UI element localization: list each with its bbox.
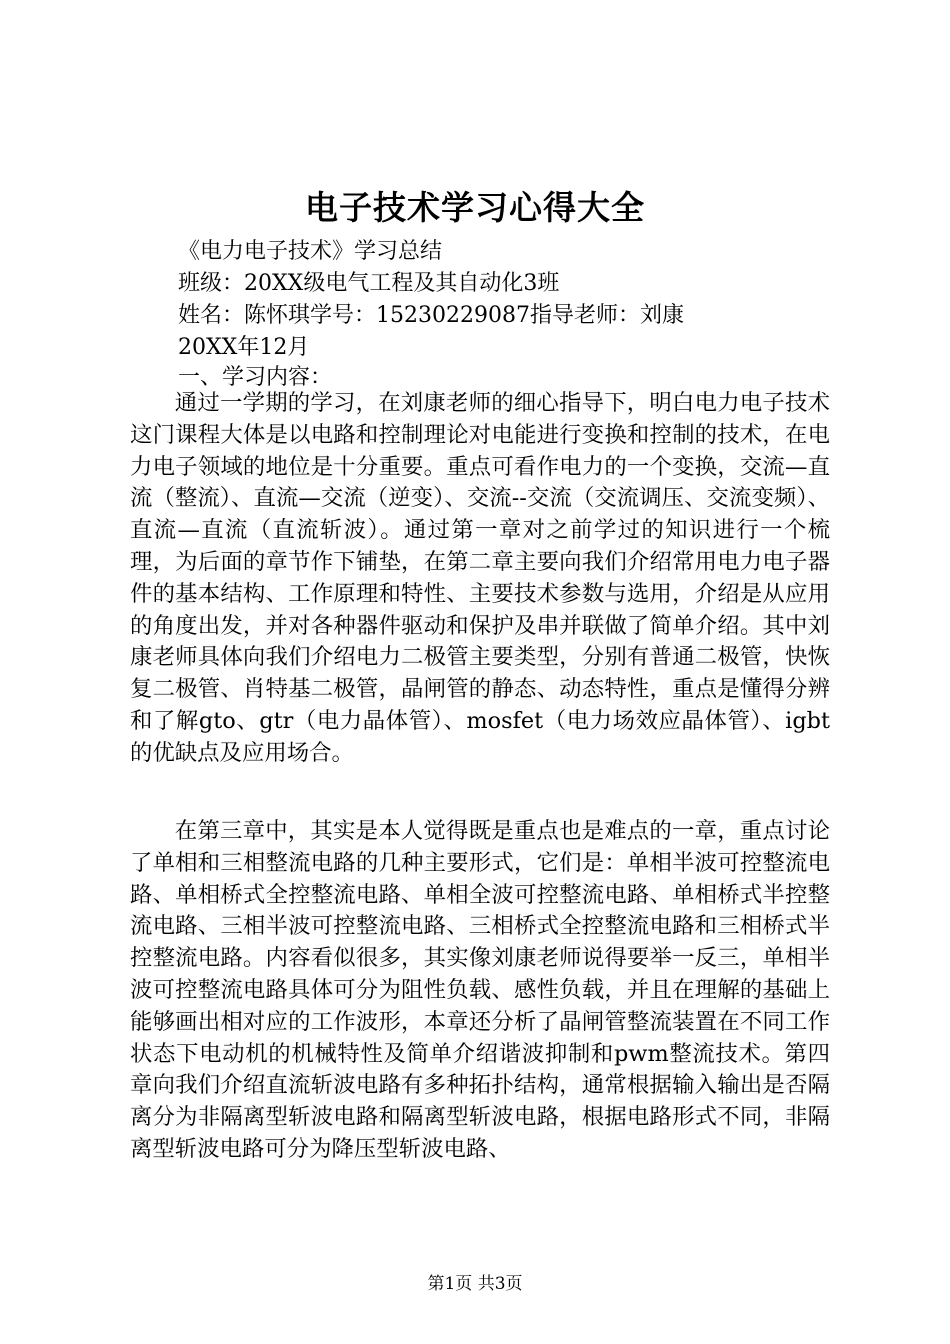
paragraph-text: 通过一学期的学习，在刘康老师的细心指导下，明白电力电子技术这门课程大体是以电路和控制理论对电能进行变换和控制的技术，在电力电子领域的地位是十分重要。重点可看作电力的一个变换，交流—直流（整流）、直流—交流（逆变）、交流--交流（交流调压、交流变频）、直流—直流（直流斩波）。通过第一章对之前学过的知识进行一个梳理，为后面的章节作下铺垫，在第二章主要向我们介绍常用电力电子器件的基本结构、工作原理和特性、主要技术参数与选用，介绍是从应用的角度出发，并对各种器件驱动和保护及串并联做了简单介绍。其中刘康老师具体向我们介绍电力二极管主要类型，分别有普通二极管，快恢复二极管、肖特基二极管，晶闸管的静态、动态特性，重点是懂得分辨和了解gto、gtr（电力晶体管）、mosfet（电力场效应晶体管）、igbt的优缺点及应用场合。 [130, 390, 830, 766]
page-footer: 第1页 共3页 [427, 1274, 523, 1294]
document-subtitle: 《电力电子技术》学习总结 [178, 239, 443, 264]
name-line: 姓名：陈怀琪学号：15230229087指导老师：刘康 [178, 303, 684, 328]
date-line: 20XX年12月 [178, 335, 310, 360]
section-heading: 一、学习内容： [178, 365, 333, 390]
paragraph-2 [130, 816, 830, 1166]
paragraph-1 [130, 388, 830, 770]
document-title: 电子技术学习心得大全 [305, 188, 645, 227]
class-line: 班级：20XX级电气工程及其自动化3班 [178, 271, 560, 296]
paragraph-text: 在第三章中，其实是本人觉得既是重点也是难点的一章，重点讨论了单相和三相整流电路的几种主要形式，它们是：单相半波可控整流电路、单相桥式全控整流电路、单相全波可控整流电路、单相桥式半控整流电路、三相半波可控整流电路、三相桥式全控整流电路和三相桥式半控整流电路。内容看似很多，其实像刘康老师说得要举一反三，单相半波可控整流电路具体可分为阻性负载、感性负载，并且在理解的基础上能够画出相对应的工作波形，本章还分析了晶闸管整流装置在不同工作状态下电动机的机械特性及简单介绍谐波抑制和pwm整流技术。第四章向我们介绍直流斩波电路有多种拓扑结构，通常根据输入输出是否隔离分为非隔离型斩波电路和隔离型斩波电路，根据电路形式不同，非隔离型斩波电路可分为降压型斩波电路、 [130, 818, 830, 1162]
